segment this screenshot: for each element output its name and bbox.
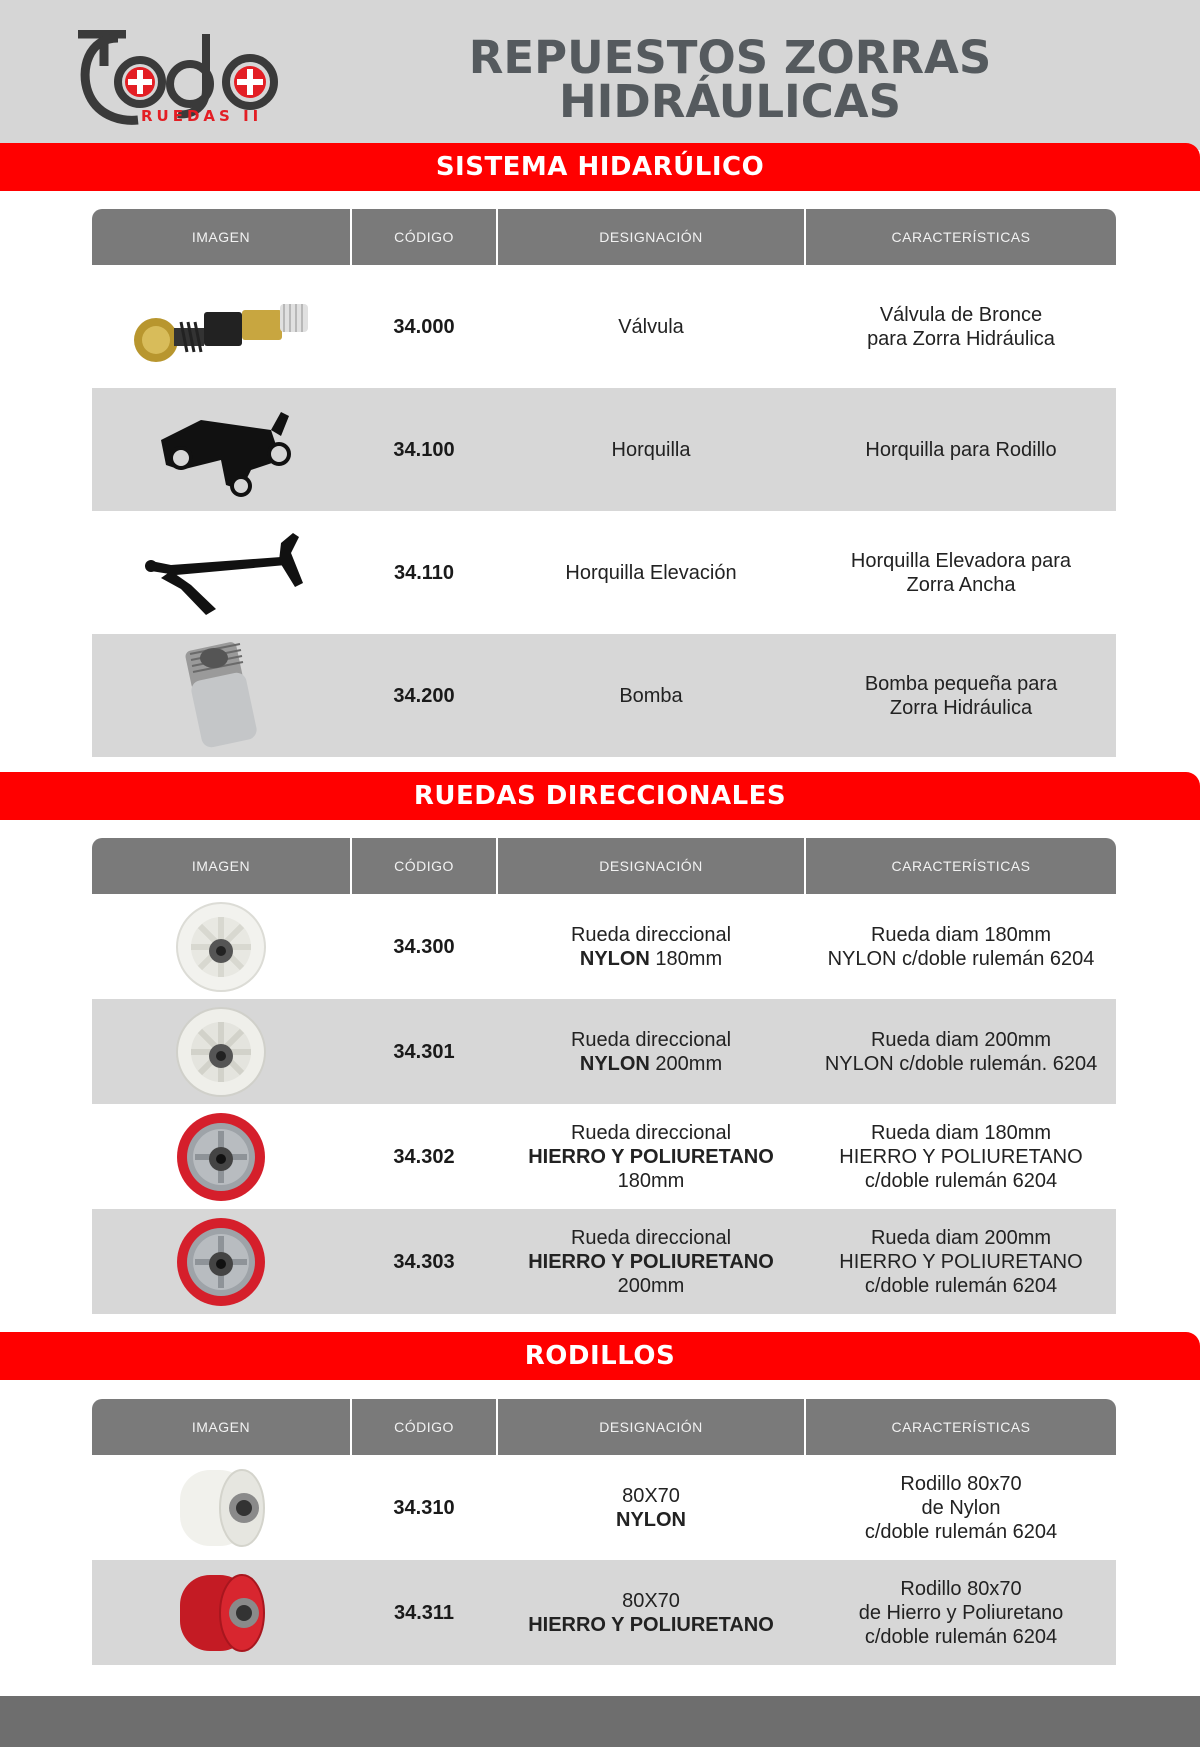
product-features [806, 1455, 1116, 1560]
section-header-rollers [0, 1332, 1200, 1380]
designation-line: Rueda direccional [570, 923, 732, 946]
product-designation: Horquilla Elevación [565, 561, 737, 584]
feature-line: HIERRO Y POLIURETANO [839, 1145, 1083, 1168]
feature-line: de Hierro y Poliuretano [858, 1601, 1064, 1624]
product-features [806, 511, 1116, 634]
designation-line: 80X70 [622, 1589, 680, 1612]
product-features [806, 1104, 1116, 1209]
designation-size: 200mm [617, 1274, 685, 1297]
pump-image [92, 634, 350, 757]
nylon-roller-image [92, 1455, 350, 1560]
designation-size: 180mm [649, 947, 723, 970]
column-header-features: CARACTERÍSTICAS [806, 838, 1116, 894]
feature-line: Rodillo 80x70 [900, 1472, 1022, 1495]
column-header-image: IMAGEN [92, 838, 350, 894]
table-row [92, 511, 1116, 634]
product-features [806, 634, 1116, 757]
column-header-code: CÓDIGO [352, 838, 496, 894]
product-designation: Bomba [619, 684, 683, 707]
feature-line: HIERRO Y POLIURETANO [839, 1250, 1083, 1273]
feature-line: Horquilla Elevadora para [850, 549, 1072, 572]
section-title: RODILLOS [524, 1341, 676, 1371]
product-code: 34.311 [393, 1601, 455, 1624]
table-row [92, 1455, 1116, 1560]
table-header [92, 1399, 1116, 1455]
page-footer [0, 1696, 1200, 1747]
designation-material: HIERRO Y POLIURETANO [528, 1250, 774, 1273]
product-features [806, 265, 1116, 388]
table-row [92, 265, 1116, 388]
designation-size: 200mm [649, 1052, 723, 1075]
product-code: 34.000 [393, 315, 455, 338]
product-designation [498, 999, 804, 1104]
product-code: 34.110 [393, 561, 455, 584]
product-designation: Válvula [618, 315, 684, 338]
feature-line: Rueda diam 180mm [870, 1121, 1052, 1144]
pu-wheel-image [92, 1104, 350, 1209]
column-header-image: IMAGEN [92, 209, 350, 265]
feature-line: NYLON c/doble rulemán. 6204 [824, 1052, 1098, 1075]
designation-line: Rueda direccional [570, 1226, 732, 1249]
lift-fork-image [92, 511, 350, 634]
section-header-steering-wheels [0, 772, 1200, 820]
designation-material: NYLON [616, 1508, 686, 1531]
pu-wheel-image [92, 1209, 350, 1314]
column-header-designation: DESIGNACIÓN [498, 209, 804, 265]
fork-image [92, 388, 350, 511]
logo-subtitle: RUEDAS II [141, 107, 263, 125]
section-title: RUEDAS DIRECCIONALES [413, 781, 787, 811]
designation-line [580, 947, 722, 971]
product-designation: Horquilla [611, 438, 691, 461]
feature-line: Rodillo 80x70 [900, 1577, 1022, 1600]
nylon-wheel-image [92, 999, 350, 1104]
table-row [92, 1560, 1116, 1665]
column-header-features: CARACTERÍSTICAS [806, 209, 1116, 265]
product-code: 34.300 [393, 935, 455, 958]
column-header-code: CÓDIGO [352, 209, 496, 265]
designation-material: HIERRO Y POLIURETANO [528, 1145, 774, 1168]
designation-line: Rueda direccional [570, 1028, 732, 1051]
table-row [92, 634, 1116, 757]
column-header-image: IMAGEN [92, 1399, 350, 1455]
product-designation [498, 1455, 804, 1560]
page-title-line-1: REPUESTOS ZORRAS [468, 31, 992, 84]
feature-line: c/doble rulemán 6204 [864, 1625, 1058, 1648]
feature-line: c/doble rulemán 6204 [864, 1169, 1058, 1192]
designation-size: 180mm [617, 1169, 685, 1192]
valve-image [92, 265, 350, 388]
product-features [806, 1209, 1116, 1314]
product-code: 34.200 [393, 684, 455, 707]
feature-line: Zorra Hidráulica [889, 696, 1033, 719]
feature-line: de Nylon [921, 1496, 1001, 1519]
feature-line: Válvula de Bronce [879, 303, 1043, 326]
product-code: 34.310 [393, 1496, 455, 1519]
product-designation [498, 1560, 804, 1665]
product-features [806, 388, 1116, 511]
designation-line [580, 1052, 722, 1076]
feature-line: Horquilla para Rodillo [865, 438, 1057, 461]
product-features [806, 1560, 1116, 1665]
designation-material: NYLON [579, 1052, 650, 1075]
designation-material: HIERRO Y POLIURETANO [528, 1613, 774, 1636]
product-designation [498, 894, 804, 999]
hydraulic-table [92, 209, 1116, 757]
feature-line: c/doble rulemán 6204 [864, 1520, 1058, 1543]
feature-line: c/doble rulemán 6204 [864, 1274, 1058, 1297]
rollers-table [92, 1399, 1116, 1665]
product-features [806, 894, 1116, 999]
steering-wheels-table [92, 838, 1116, 1314]
table-header [92, 838, 1116, 894]
table-row [92, 894, 1116, 999]
product-code: 34.302 [393, 1145, 455, 1168]
pu-roller-image [92, 1560, 350, 1665]
feature-line: para Zorra Hidráulica [867, 327, 1055, 350]
feature-line: Bomba pequeña para [864, 672, 1058, 695]
product-features [806, 999, 1116, 1104]
designation-material: NYLON [579, 947, 650, 970]
feature-line: Rueda diam 200mm [870, 1028, 1052, 1051]
table-row [92, 1209, 1116, 1314]
product-designation [498, 1209, 804, 1314]
product-designation [498, 1104, 804, 1209]
table-row [92, 1104, 1116, 1209]
product-code: 34.301 [393, 1040, 455, 1063]
feature-line: NYLON c/doble rulemán 6204 [827, 947, 1095, 970]
section-title: SISTEMA HIDARÚLICO [435, 152, 765, 182]
designation-line: Rueda direccional [570, 1121, 732, 1144]
page-title [440, 31, 1020, 128]
product-code: 34.100 [393, 438, 455, 461]
feature-line: Zorra Ancha [906, 573, 1016, 596]
column-header-features: CARACTERÍSTICAS [806, 1399, 1116, 1455]
column-header-code: CÓDIGO [352, 1399, 496, 1455]
column-header-designation: DESIGNACIÓN [498, 1399, 804, 1455]
column-header-designation: DESIGNACIÓN [498, 838, 804, 894]
designation-line: 80X70 [622, 1484, 680, 1507]
product-code: 34.303 [393, 1250, 455, 1273]
feature-line: Rueda diam 180mm [870, 923, 1052, 946]
page-title-line-2: HIDRÁULICAS [558, 75, 902, 128]
nylon-wheel-image [92, 894, 350, 999]
table-row [92, 388, 1116, 511]
table-header [92, 209, 1116, 265]
table-row [92, 999, 1116, 1104]
section-header-hydraulic [0, 143, 1200, 191]
feature-line: Rueda diam 200mm [870, 1226, 1052, 1249]
